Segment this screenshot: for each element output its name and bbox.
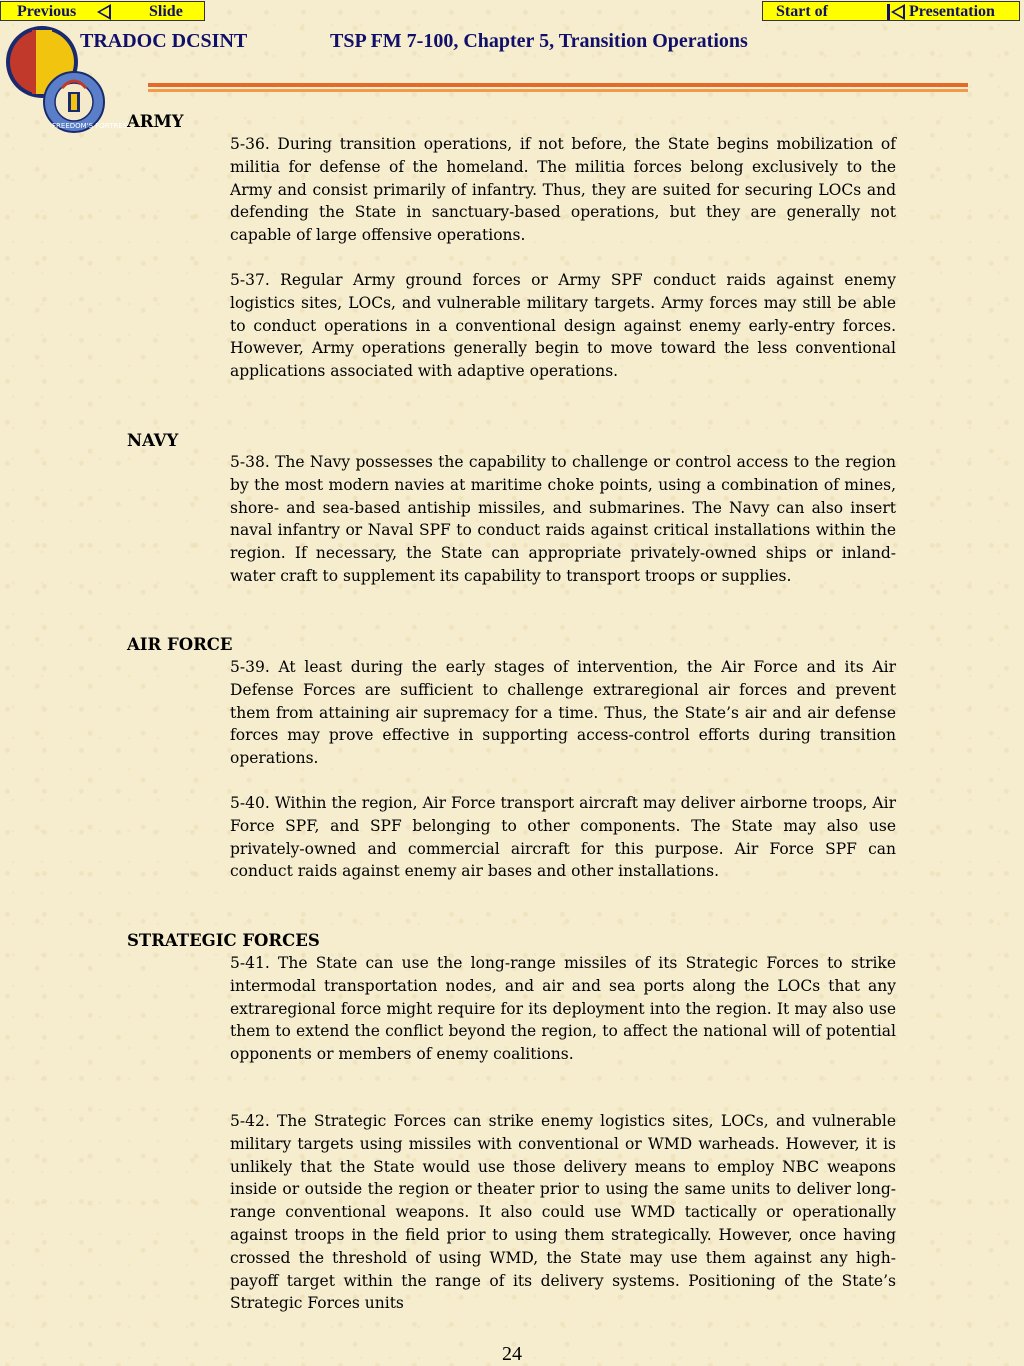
- previous-slide-button[interactable]: [0, 1, 205, 21]
- paragraph-5-36: 5-36. During transition operations, if not before, the State begins mobilization of militia for defense of the homeland. The militia forces belong exclusively to the Army and consist primarily of infantry. Thus, they are suited for securing LOCs and defending the State in sanctuary-based operations, but they are generally not capable of large offensive operations.: [230, 135, 896, 245]
- start-label: Start of: [776, 3, 828, 20]
- paragraph-5-38: 5-38. The Navy possesses the capability to challenge or control access to the region by the most modern navies at maritime choke points, using a combination of mines, shore- and sea-based antiship missiles, and submarines. The Navy can also insert naval infantry or Naval SPF to conduct raids against critical installations within the region. If necessary, the State can appropriate privately-owned ships or inland-water craft to supplement its capability to transport troops or supplies.: [230, 453, 896, 585]
- section-heading-army: ARMY: [127, 112, 184, 131]
- paragraph-5-37: 5-37. Regular Army ground forces or Army SPF conduct raids against enemy logistics sites, LOCs, and vulnerable military targets. Army forces may still be able to conduct operations in a conventional design against enemy early-entry forces. However, Army operations generally begin to move toward the less conventional applications associated with adaptive operations.: [230, 271, 896, 381]
- presentation-label: Presentation: [909, 3, 995, 20]
- slide-label: Slide: [149, 3, 183, 20]
- start-of-presentation-button[interactable]: [762, 1, 1020, 21]
- previous-label: Previous: [17, 3, 77, 20]
- first-slide-arrow-icon: [891, 4, 905, 20]
- organization-name: TRADOC DCSINT: [80, 30, 248, 52]
- document-title: TSP FM 7-100, Chapter 5, Transition Operations: [330, 30, 748, 52]
- first-slide-bar-icon: [887, 4, 890, 20]
- header-divider: [148, 83, 968, 87]
- paragraph-5-40: 5-40. Within the region, Air Force transport aircraft may deliver airborne troops, Air Force SPF, and SPF belonging to other components. The State may also use privately-owned and commercial aircraft for this purpose. Air Force SPF can conduct raids against enemy air bases and other installations.: [230, 794, 896, 881]
- section-heading-navy: NAVY: [127, 431, 179, 450]
- section-heading-air-force: AIR FORCE: [127, 635, 233, 654]
- logo-lettering: FREEDOM'S FORTRESS: [52, 122, 132, 130]
- paragraph-5-39: 5-39. At least during the early stages of intervention, the Air Force and its Air Defense Forces are sufficient to challenge extraregional air forces and prevent them from attaining air supremacy for a time. Thus, the State’s air and air defense forces may prove effective in supporting access-control efforts during transition operations.: [230, 658, 896, 768]
- section-heading-strategic-forces: STRATEGIC FORCES: [127, 931, 320, 950]
- page-number: 24: [502, 1343, 522, 1365]
- previous-arrow-icon: [97, 4, 111, 20]
- paragraph-5-42: 5-42. The Strategic Forces can strike enemy logistics sites, LOCs, and vulnerable military targets using missiles with conventional or WMD warheads. However, it is unlikely that the State would use those delivery means to employ NBC weapons inside or outside the region or theater prior to using the same units to deliver long-range conventional weapons. It also could use WMD tactically or operationally against troops in the field prior to using them strategically. However, once having crossed the threshold of using WMD, the State may use them against any high-payoff target within the range of its delivery systems. Positioning of the State’s Strategic Forces units: [230, 1112, 896, 1313]
- header-divider-secondary: [148, 89, 968, 92]
- paragraph-5-41: 5-41. The State can use the long-range missiles of its Strategic Forces to strike intermodal transportation nodes, and air and sea ports along the LOCs that any extraregional force might require for its deployment into the region. It may also use them to extend the conflict beyond the region, to affect the national will of potential opponents or members of enemy coalitions.: [230, 954, 896, 1064]
